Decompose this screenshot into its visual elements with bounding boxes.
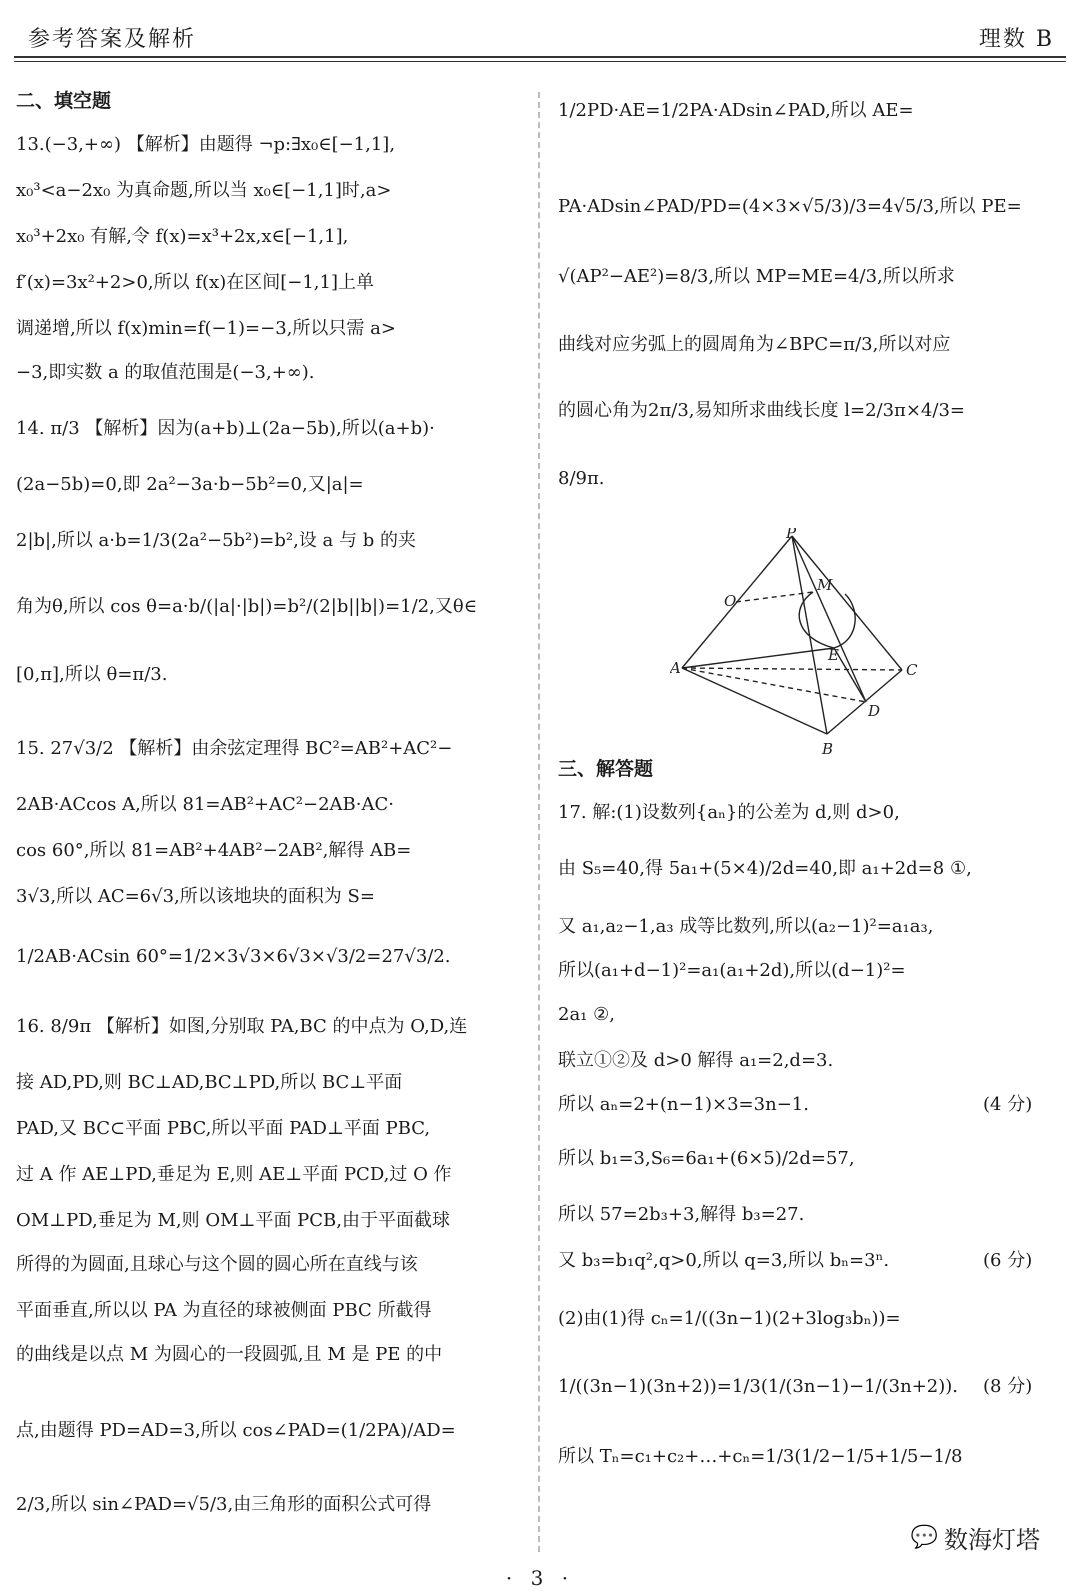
- text-line: [0,π],所以 θ=π/3.: [16, 664, 168, 685]
- text-line: 的圆心角为2π/3,易知所求曲线长度 l=2/3π×4/3=: [558, 400, 966, 421]
- label-P: P: [786, 528, 797, 542]
- text-line: 由 S₅=40,得 5a₁+(5×4)/2d=40,即 a₁+2d=8 ①,: [558, 858, 972, 879]
- text-line: 1/2PD·AE=1/2PA·ADsin∠PAD,所以 AE=: [558, 100, 914, 121]
- text-line: −3,即实数 a 的取值范围是(−3,+∞).: [16, 362, 315, 383]
- page-number: · 3 ·: [505, 1566, 575, 1590]
- text-line: 2a₁ ②,: [558, 1004, 615, 1025]
- text-line: 所以 b₁=3,S₆=6a₁+(6×5)/2d=57,: [558, 1148, 855, 1169]
- watermark-text: 数海灯塔: [944, 1526, 1040, 1554]
- text-line: (2)由(1)得 cₙ=1/((3n−1)(2+3log₃bₙ))=: [558, 1308, 901, 1329]
- edge-AD: [682, 668, 866, 702]
- edge-AB: [682, 668, 827, 734]
- text-line: cos 60°,所以 81=AB²+4AB²−2AB²,解得 AB=: [16, 840, 412, 861]
- label-A: A: [670, 659, 681, 677]
- text-line: (2a−5b)=0,即 2a²−3a·b−5b²=0,又|a|=: [16, 474, 364, 495]
- text-line: 1/2AB·ACsin 60°=1/2×3√3×6√3×√3/2=27√3/2.: [16, 946, 451, 967]
- text-line: 过 A 作 AE⊥PD,垂足为 E,则 AE⊥平面 PCD,过 O 作: [16, 1164, 452, 1185]
- text-line: PA·ADsin∠PAD/PD=(4×3×√5/3)/3=4√5/3,所以 PE=: [558, 196, 1022, 217]
- watermark: [911, 1520, 1040, 1555]
- text-line: 接 AD,PD,则 BC⊥AD,BC⊥PD,所以 BC⊥平面: [16, 1072, 403, 1093]
- text-line: 17. 解:(1)设数列{aₙ}的公差为 d,则 d>0,: [558, 802, 900, 823]
- header-title: 参考答案及解析: [28, 27, 197, 52]
- text-line: 又 b₃=b₁q²,q>0,所以 q=3,所以 bₙ=3ⁿ.: [558, 1250, 890, 1271]
- text-line: 调递增,所以 f(x)min=f(−1)=−3,所以只需 a>: [16, 318, 396, 339]
- label-O: O: [724, 592, 737, 610]
- text-line: 3√3,所以 AC=6√3,所以该地块的面积为 S=: [16, 886, 375, 907]
- text-line: [558, 1092, 809, 1118]
- text-line: 角为θ,所以 cos θ=a·b/(|a|·|b|)=b²/(2|b||b|)=1/2,又θ∈: [16, 596, 478, 617]
- text-line: 2|b|,所以 a·b=1/3(2a²−5b²)=b²,设 a 与 b 的夹: [16, 530, 416, 551]
- segment-OM: [736, 592, 813, 602]
- edge-AC: [682, 668, 902, 670]
- text-line: 8/9π.: [558, 468, 605, 489]
- text-line: 14. π/3 【解析】因为(a+b)⊥(2a−5b),所以(a+b)·: [16, 418, 435, 439]
- score-label: (8 分): [983, 1376, 1033, 1397]
- text-line: 15. 27√3/2 【解析】由余弦定理得 BC²=AB²+AC²−: [16, 738, 453, 759]
- score-label: (4 分): [983, 1094, 1033, 1115]
- header-rule: [14, 56, 1066, 58]
- chat-bubble-icon: 💬: [910, 1525, 938, 1550]
- score-label: (6 分): [983, 1250, 1033, 1271]
- edge-AE: [682, 648, 834, 668]
- edge-PB: [792, 536, 827, 734]
- text-line: 所以 57=2b₃+3,解得 b₃=27.: [558, 1204, 805, 1225]
- header-subject: 理数 B: [978, 27, 1054, 52]
- label-E: E: [828, 646, 839, 664]
- text-line: x₀³+2x₀ 有解,令 f(x)=x³+2x,x∈[−1,1],: [16, 226, 349, 247]
- text-line: f′(x)=3x²+2>0,所以 f(x)在区间[−1,1]上单: [16, 272, 374, 293]
- label-D: D: [868, 702, 881, 720]
- section-heading-answer: 三、解答题: [558, 758, 654, 780]
- header-rule-thin: [14, 61, 1066, 62]
- text-line: √(AP²−AE²)=8/3,所以 MP=ME=4/3,所以所求: [558, 266, 955, 287]
- text-line: 所以(a₁+d−1)²=a₁(a₁+2d),所以(d−1)²=: [558, 960, 906, 981]
- section-heading-fill: 二、填空题: [16, 90, 112, 112]
- text-line: 点,由题得 PD=AD=3,所以 cos∠PAD=(1/2PA)/AD=: [16, 1420, 456, 1441]
- text-line: 的曲线是以点 M 为圆心的一段圆弧,且 M 是 PE 的中: [16, 1344, 443, 1365]
- edge-PC: [792, 536, 902, 670]
- pyramid-figure: [670, 528, 940, 763]
- edge-BC: [827, 670, 902, 734]
- label-B: B: [822, 740, 834, 758]
- text-line: 13.(−3,+∞) 【解析】由题得 ¬p:∃x₀∈[−1,1],: [16, 134, 396, 155]
- text-line: 1/((3n−1)(3n+2))=1/3(1/(3n−1)−1/(3n+2)).: [558, 1376, 958, 1397]
- text-line: 联立①②及 d>0 解得 a₁=2,d=3.: [558, 1050, 834, 1071]
- text-line: 所以 Tₙ=c₁+c₂+…+cₙ=1/3(1/2−1/5+1/5−1/8: [558, 1446, 963, 1467]
- text-line: 16. 8/9π 【解析】如图,分别取 PA,BC 的中点为 O,D,连: [16, 1016, 468, 1037]
- text-line: 曲线对应劣弧上的圆周角为∠BPC=π/3,所以对应: [558, 334, 951, 355]
- column-divider: [538, 92, 540, 1552]
- text-line: 2AB·ACcos A,所以 81=AB²+AC²−2AB·AC·: [16, 794, 394, 815]
- answer-formula: 所以 aₙ=2+(n−1)×3=3n−1.: [558, 1094, 809, 1115]
- text-line: 所得的为圆面,且球心与这个圆的圆心所在直线与该: [16, 1254, 418, 1275]
- text-line: 2/3,所以 sin∠PAD=√5/3,由三角形的面积公式可得: [16, 1494, 432, 1515]
- text-line: 又 a₁,a₂−1,a₃ 成等比数列,所以(a₂−1)²=a₁a₃,: [558, 916, 934, 937]
- text-line: 平面垂直,所以以 PA 为直径的球被侧面 PBC 所截得: [16, 1300, 432, 1321]
- text-line: PAD,又 BC⊂平面 PBC,所以平面 PAD⊥平面 PBC,: [16, 1118, 431, 1139]
- text-line: OM⊥PD,垂足为 M,则 OM⊥平面 PCB,由于平面截球: [16, 1210, 451, 1231]
- label-M: M: [817, 576, 833, 594]
- text-line: x₀³<a−2x₀ 为真命题,所以当 x₀∈[−1,1]时,a>: [16, 180, 392, 201]
- label-C: C: [906, 661, 918, 679]
- arc-curve: [799, 592, 855, 648]
